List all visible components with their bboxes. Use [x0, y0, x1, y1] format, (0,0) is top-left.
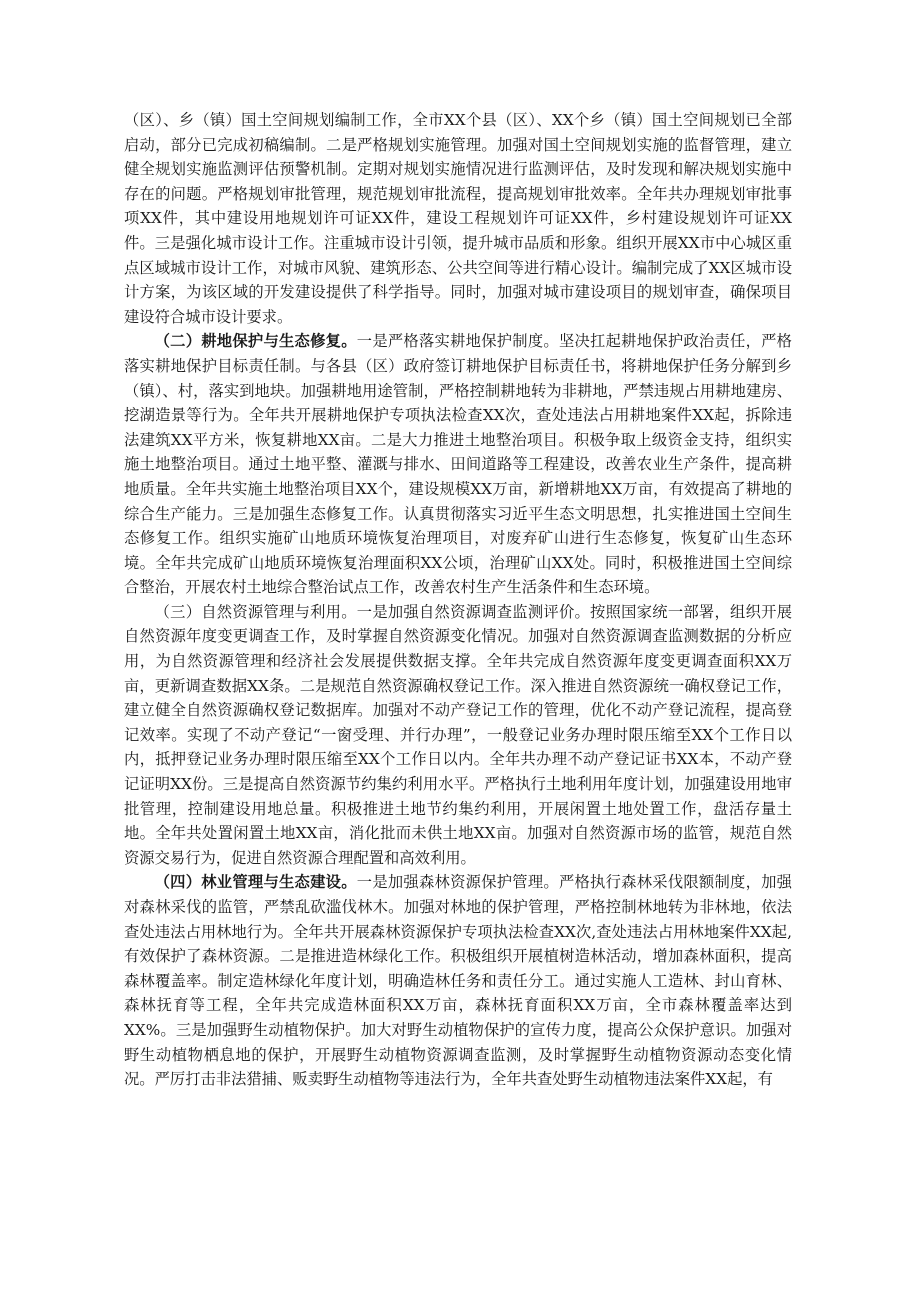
paragraph-farmland-protection: [124, 329, 792, 600]
paragraph-forestry: [124, 870, 792, 1091]
paragraph-text: 一是严格落实耕地保护制度。坚决扛起耕地保护政治责任，严格落实耕地保护目标责任制。与各县（区）政府签订耕地保护目标责任书，将耕地保护任务分解到乡（镇）、村，落实到地块。加强耕地用途管制，严格控制耕地转为非耕地，严禁违规占用耕地建房、挖湖造景等行为。全年共开展耕地保护专项执法检查XX次，查处违法占用耕地案件XX起，拆除违法建筑XX平方米，恢复耕地XX亩。二是大力推进土地整治项目。积极争取上级资金支持，组织实施土地整治项目。通过土地平整、灌溉与排水、田间道路等工程建设，改善农业生产条件，提高耕地质量。全年共实施土地整治项目XX个，建设规模XX万亩，新增耕地XX万亩，有效提高了耕地的综合生产能力。三是加强生态修复工作。认真贯彻落实习近平生态文明思想，扎实推进国土空间生态修复工作。组织实施矿山地质环境恢复治理项目，对废弃矿山进行生态修复，恢复矿山生态环境。全年共完成矿山地质环境恢复治理面积XX公顷，治理矿山XX处。同时，积极推进国土空间综合整治，开展农村土地综合整治试点工作，改善农村生产生活条件和生态环境。: [124, 332, 792, 597]
paragraph-text: （区）、乡（镇）国土空间规划编制工作，全市XX个县（区）、XX个乡（镇）国土空间规划已全部启动，部分已完成初稿编制。二是严格规划实施管理。加强对国土空间规划实施的监督管理，建立健全规划实施监测评估预警机制。定期对规划实施情况进行监测评估，及时发现和解决规划实施中存在的问题。严格规划审批管理，规范规划审批流程，提高规划审批效率。全年共办理规划审批事项XX件，其中建设用地规划许可证XX件，建设工程规划许可证XX件，乡村建设规划许可证XX件。三是强化城市设计工作。注重城市设计引领，提升城市品质和形象。组织开展XX市中心城区重点区域城市设计工作，对城市风貌、建筑形态、公共空间等进行精心设计。编制完成了XX区城市设计方案，为该区域的开发建设提供了科学指导。同时，加强对城市建设项目的规划审查，确保项目建设符合城市设计要求。: [124, 111, 792, 326]
document-body: [124, 108, 792, 1092]
paragraph-planning-continued: [124, 108, 792, 329]
paragraph-text: 一是加强森林资源保护管理。严格执行森林采伐限额制度，加强对森林采伐的监管，严禁乱砍滥伐林木。加强对林地的保护管理，严格控制林地转为非林地，依法查处违法占用林地行为。全年共开展森林资源保护专项执法检查XX次,查处违法占用林地案件XX起,有效保护了森林资源。二是推进造林绿化工作。积极组织开展植树造林活动，增加森林面积，提高森林覆盖率。制定造林绿化年度计划，明确造林任务和责任分工。通过实施人工造林、封山育林、森林抚育等工程，全年共完成造林面积XX万亩，森林抚育面积XX万亩，全市森林覆盖率达到XX%。三是加强野生动植物保护。加大对野生动植物保护的宣传力度，提高公众保护意识。加强对野生动植物栖息地的保护，开展野生动植物资源调查监测，及时掌握野生动植物资源动态变化情况。严厉打击非法猎捕、贩卖野生动植物等违法行为，全年共查处野生动植物违法案件XX起，有: [124, 873, 792, 1089]
paragraph-natural-resources: [124, 600, 792, 871]
section-heading-farmland: （二）耕地保护与生态修复。: [154, 332, 357, 351]
paragraph-text: （三）自然资源管理与利用。一是加强自然资源调查监测评价。按照国家统一部署，组织开展自然资源年度变更调查工作，及时掌握自然资源变化情况。加强对自然资源调查监测数据的分析应用，为自然资源管理和经济社会发展提供数据支撑。全年共完成自然资源年度变更调查面积XX万亩，更新调查数据XX条。二是规范自然资源确权登记工作。深入推进自然资源统一确权登记工作，建立健全自然资源确权登记数据库。加强对不动产登记工作的管理，优化不动产登记流程，提高登记效率。实现了不动产登记“一窗受理、并行办理”，一般登记业务办理时限压缩至XX个工作日以内，抵押登记业务办理时限压缩至XX个工作日以内。全年共办理不动产登记证书XX本，不动产登记证明XX份。三是提高自然资源节约集约利用水平。严格执行土地利用年度计划，加强建设用地审批管理，控制建设用地总量。积极推进土地节约集约利用，开展闲置土地处置工作，盘活存量土地。全年共处置闲置土地XX亩，消化批而未供土地XX亩。加强对自然资源市场的监管，规范自然资源交易行为，促进自然资源合理配置和高效利用。: [124, 602, 792, 867]
section-heading-forestry: （四）林业管理与生态建设。: [154, 873, 357, 892]
